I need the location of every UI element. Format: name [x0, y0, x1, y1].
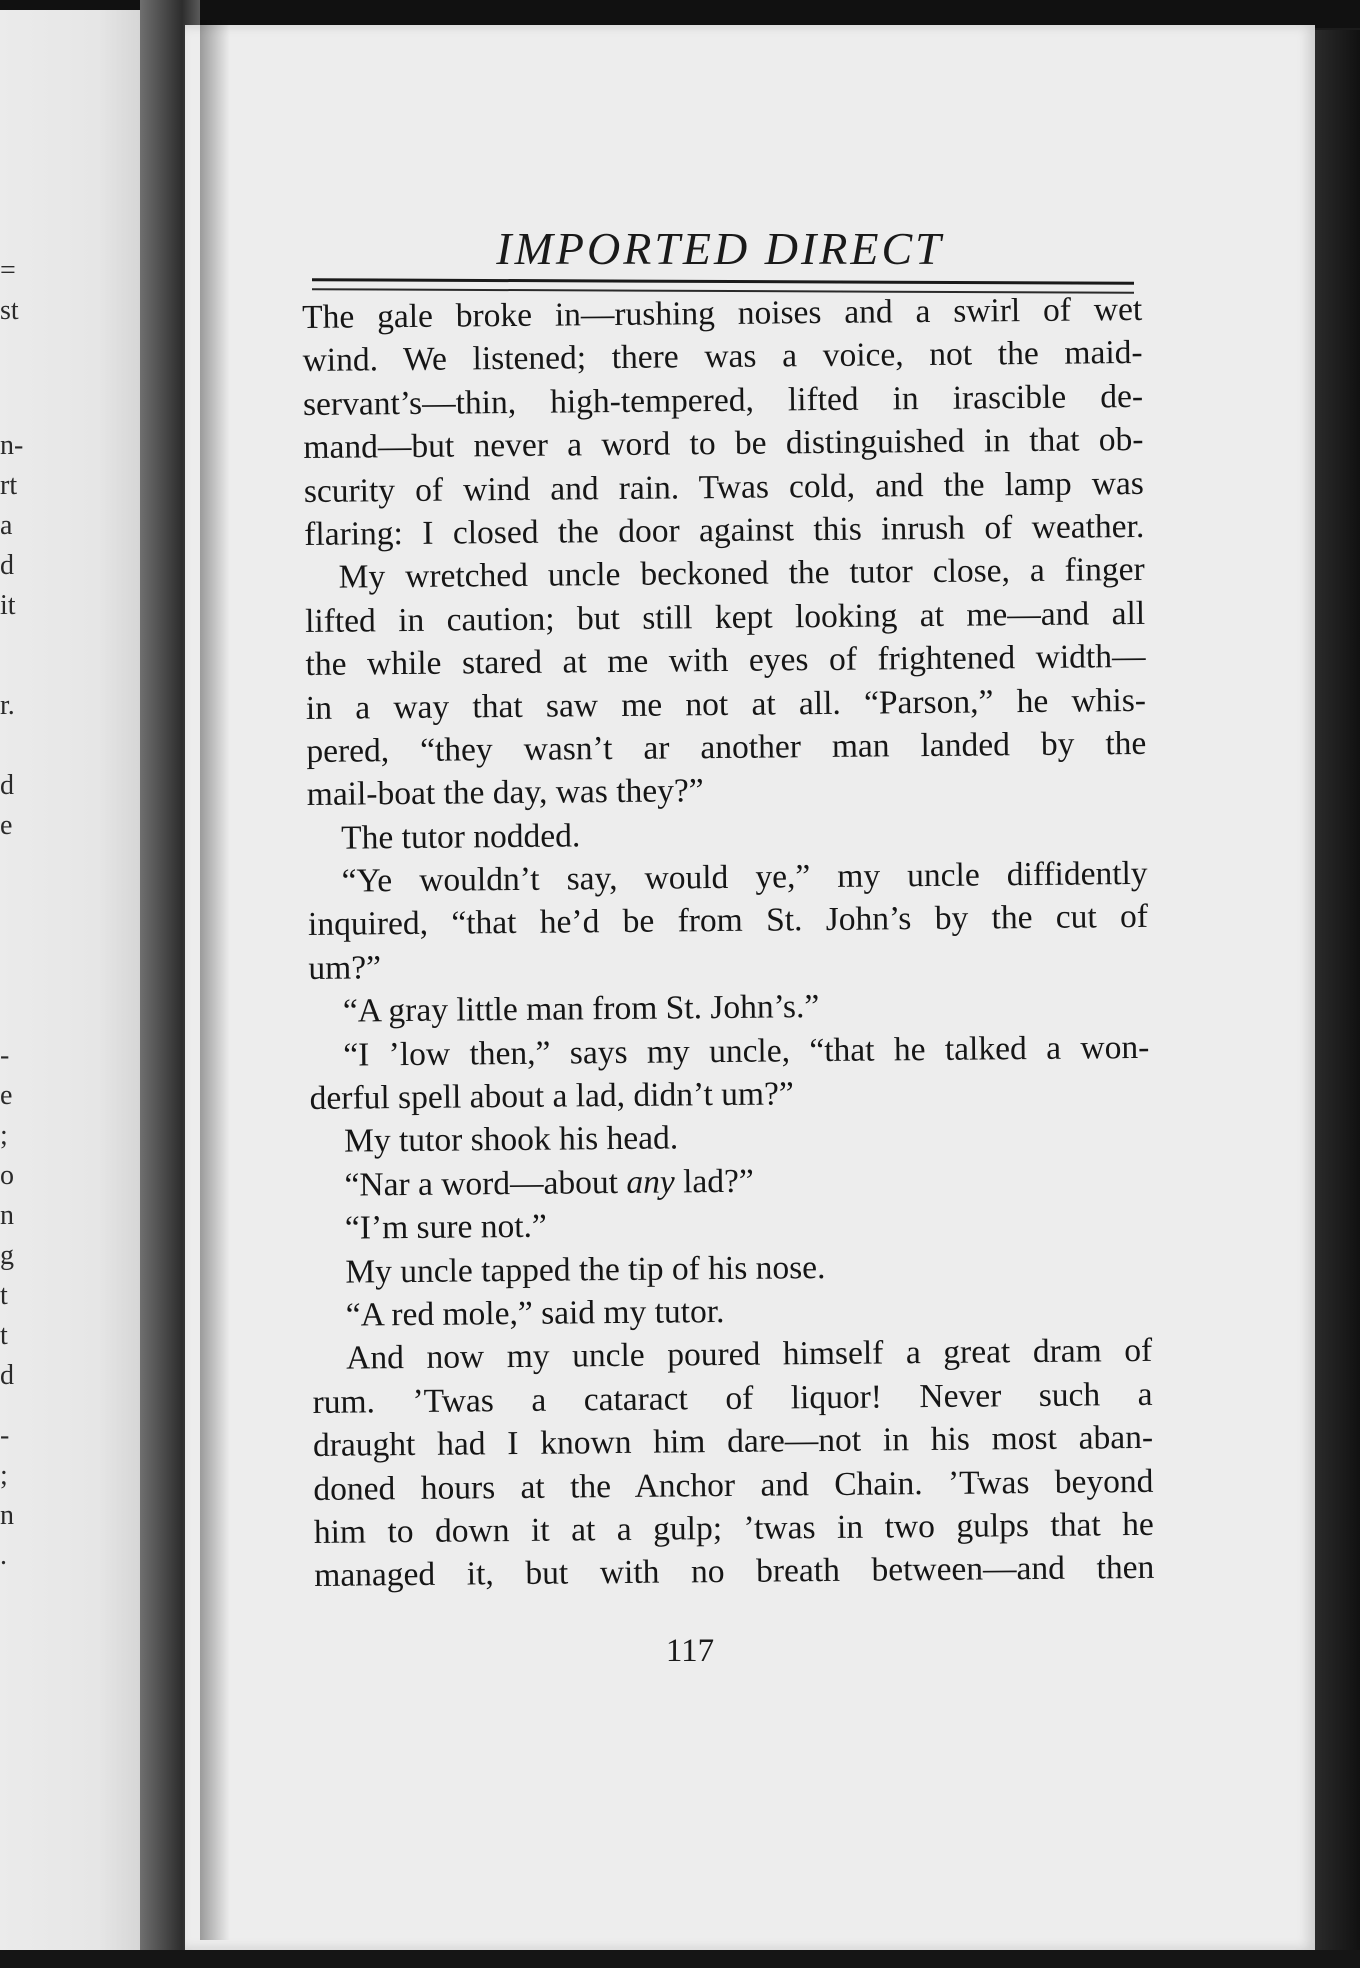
left-fragment: t — [0, 1280, 8, 1311]
left-fragment: n — [0, 1200, 14, 1231]
left-fragment: g — [0, 1240, 14, 1271]
italic-word: any — [626, 1163, 675, 1201]
page-number: 117 — [665, 1633, 715, 1669]
left-fragment: d — [0, 550, 14, 581]
text-segment: “Nar a word—about — [344, 1163, 627, 1204]
text-line: scurity of wind and rain. Twas cold, and the lamp was — [303, 464, 1145, 510]
left-fragment: ; — [0, 1460, 8, 1491]
left-fragment: = — [0, 255, 16, 286]
text-line: in a way that saw me not at all. “Parson,” he whis- — [305, 681, 1147, 727]
left-fragment: a — [0, 510, 13, 541]
left-fragment: - — [0, 1040, 10, 1071]
text-line: “Ye wouldn’t say, would ye,” my uncle diffidently — [341, 854, 1148, 900]
text-line: servant’s—thin, high-tempered, lifted in irascible de- — [302, 377, 1144, 423]
text-line: pered, “they wasn’t ar another man landed by the — [306, 724, 1147, 770]
text-line: My uncle tapped the tip of his nose. — [345, 1248, 826, 1291]
text-line: the while stared at me with eyes of frightened width— — [305, 638, 1146, 684]
text-line: him to down it at a gulp; ’twas in two gulps that he — [313, 1505, 1155, 1551]
text-segment: lad?” — [674, 1162, 754, 1201]
text-line: “A red mole,” said my tutor. — [345, 1292, 725, 1334]
text-line: The tutor nodded. — [341, 817, 581, 857]
left-fragment: st — [0, 295, 19, 326]
left-fragment: . — [0, 1540, 7, 1571]
text-line: “A gray little man from St. John’s.” — [342, 988, 820, 1030]
text-line: rum. ’Twas a cataract of liquor! Never such a — [312, 1375, 1153, 1421]
running-head: IMPORTED DIRECT — [496, 223, 944, 274]
text-line: um?” — [308, 949, 382, 987]
text-line: inquired, “that he’d be from St. John’s by the cut of — [307, 898, 1149, 944]
left-fragment: o — [0, 1160, 14, 1191]
text-line: doned hours at the Anchor and Chain. ’Twas beyond — [313, 1462, 1154, 1508]
text-line: My wretched uncle beckoned the tutor close, a finger — [338, 551, 1145, 597]
text-line: The gale broke in—rushing noises and a swirl of wet — [302, 290, 1143, 336]
left-fragment: rt — [0, 470, 18, 501]
scan-right-border — [1315, 30, 1360, 1968]
left-fragment: - — [0, 1420, 10, 1451]
left-fragment: ; — [0, 1120, 8, 1151]
scan-bottom-border — [0, 1950, 1360, 1968]
left-fragment: n- — [0, 430, 24, 461]
left-fragment: it — [0, 590, 16, 621]
body-text — [302, 288, 1154, 1598]
left-fragment: e — [0, 1080, 13, 1111]
left-fragment: d — [0, 1360, 14, 1391]
text-line: derful spell about a lad, didn’t um?” — [309, 1075, 794, 1117]
left-facing-page — [0, 10, 140, 1950]
left-fragment: e — [0, 810, 13, 841]
gutter-shadow — [200, 20, 230, 1940]
left-fragment: t — [0, 1320, 8, 1351]
text-line: mail-boat the day, was they?” — [306, 772, 704, 814]
text-line: “I’m sure not.” — [344, 1207, 547, 1247]
text-line: managed it, but with no breath between—and then — [314, 1549, 1155, 1595]
left-fragment: n — [0, 1500, 14, 1531]
text-line: And now my uncle poured himself a great dram of — [346, 1332, 1153, 1377]
text-line: My tutor shook his head. — [343, 1119, 679, 1161]
text-line: “I ’low then,” says my uncle, “that he talked a won- — [343, 1028, 1150, 1074]
text-line: wind. We listened; there was a voice, not the maid- — [302, 334, 1143, 380]
left-fragment: r. — [0, 690, 15, 721]
text-line: draught had I known him dare—not in his most aban- — [312, 1419, 1154, 1465]
text-line: flaring: I closed the door against this inrush of weather. — [304, 507, 1145, 553]
text-line: mand—but never a word to be distinguished in that ob- — [303, 421, 1144, 467]
left-fragment: d — [0, 770, 14, 801]
text-line: lifted in caution; but still kept looking at me—and all — [304, 594, 1146, 640]
